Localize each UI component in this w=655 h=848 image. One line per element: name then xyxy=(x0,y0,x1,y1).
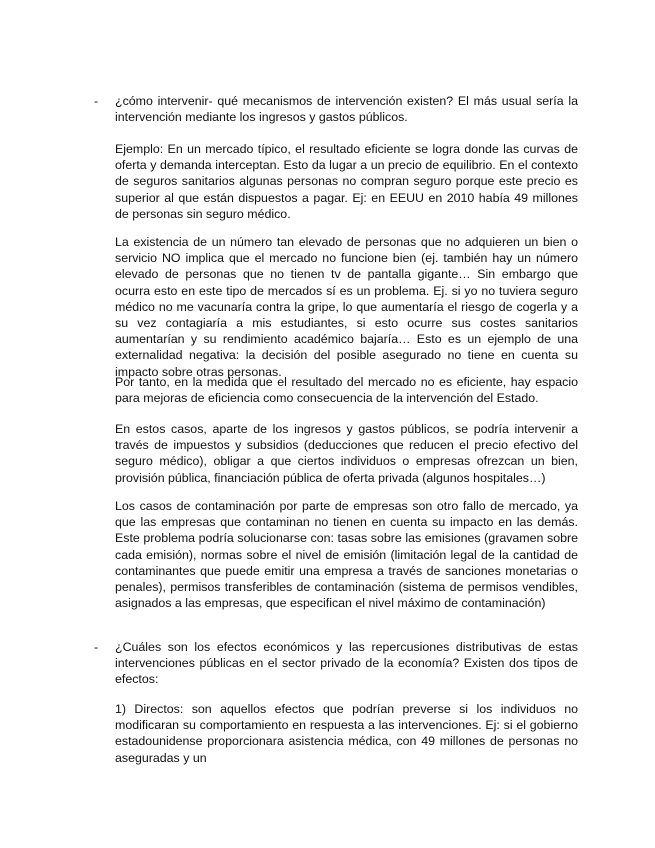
question-effects: ¿Cuáles son los efectos económicos y las repercusiones distributivas de estas intervenciones públicas en el sector privado de la economía? Existen dos tipos de efectos: xyxy=(115,640,578,687)
question-interventions: ¿cómo intervenir- qué mecanismos de intervención existen? El más usual sería la intervención mediante los ingresos y gastos públicos. xyxy=(115,94,578,125)
paragraph-pollution: Los casos de contaminación por parte de empresas son otro fallo de mercado, ya que las empresas que contaminan no tienen en cuenta su impacto en las demás. Este problema podría solucionarse con: tasas sobre las emisiones (gravamen sobre cada emisión), normas sobre el nivel de emisión (limitación legal de la cantidad de contaminantes que puede emitir una empresa a través de sanciones monetarias o penales), permisos transferibles de contaminación (sistema de permisos vendibles, asignados a las empresas, que especifican el nivel máximo de contaminación) xyxy=(115,499,578,611)
paragraph-externality: La existencia de un número tan elevado de personas que no adquieren un bien o servicio NO implica que el mercado no funcione bien (ej. también hay un número elevado de personas que no tienen tv de pantalla gigante… Sin embargo que ocurra esto en este tipo de mercados sí es un problema. Ej. si yo no tuviera seguro médico no me vacunaría contra la gripe, lo que aumentaría el riesgo de cogerla y a su vez contagiaría a mis estudiantes, si esto ocurre sus costes sanitarios aumentarían y su rendimiento académico bajaría… Esto es un ejemplo de una externalidad negativa: la decisión del posible asegurado no tiene en cuenta su impacto sobre otras personas. xyxy=(115,235,578,379)
paragraph-efficiency: Por tanto, en la medida que el resultado del mercado no es eficiente, hay espacio para mejoras de eficiencia como consecuencia de la intervención del Estado. xyxy=(115,375,578,406)
paragraph-other-instruments: En estos casos, aparte de los ingresos y gastos públicos, se podría intervenir a través de impuestos y subsidios (deducciones que reducen el precio efectivo del seguro médico), obligar a que ciertos individuos o empresas ofrezcan un bien, provisión pública, financiación pública de oferta privada (algunos hospitales…) xyxy=(115,422,578,485)
bullet-dash: - xyxy=(94,94,99,108)
paragraph-direct-effects: 1) Directos: son aquellos efectos que podrían preverse si los individuos no modificaran su comportamiento en respuesta a las intervenciones. Ej: si el gobierno estadounidense proporcionara asistencia médica, con 49 millones de personas no aseguradas y un xyxy=(115,702,578,765)
paragraph-example-market: Ejemplo: En un mercado típico, el resultado eficiente se logra donde las curvas de oferta y demanda interceptan. Esto da lugar a un precio de equilibrio. En el contexto de seguros sanitarios algunas personas no compran seguro porque este precio es superior al que están dispuestos a pagar. Ej: en EEUU en 2010 había 49 millones de personas sin seguro médico. xyxy=(115,142,578,221)
bullet-dash: - xyxy=(94,640,99,654)
